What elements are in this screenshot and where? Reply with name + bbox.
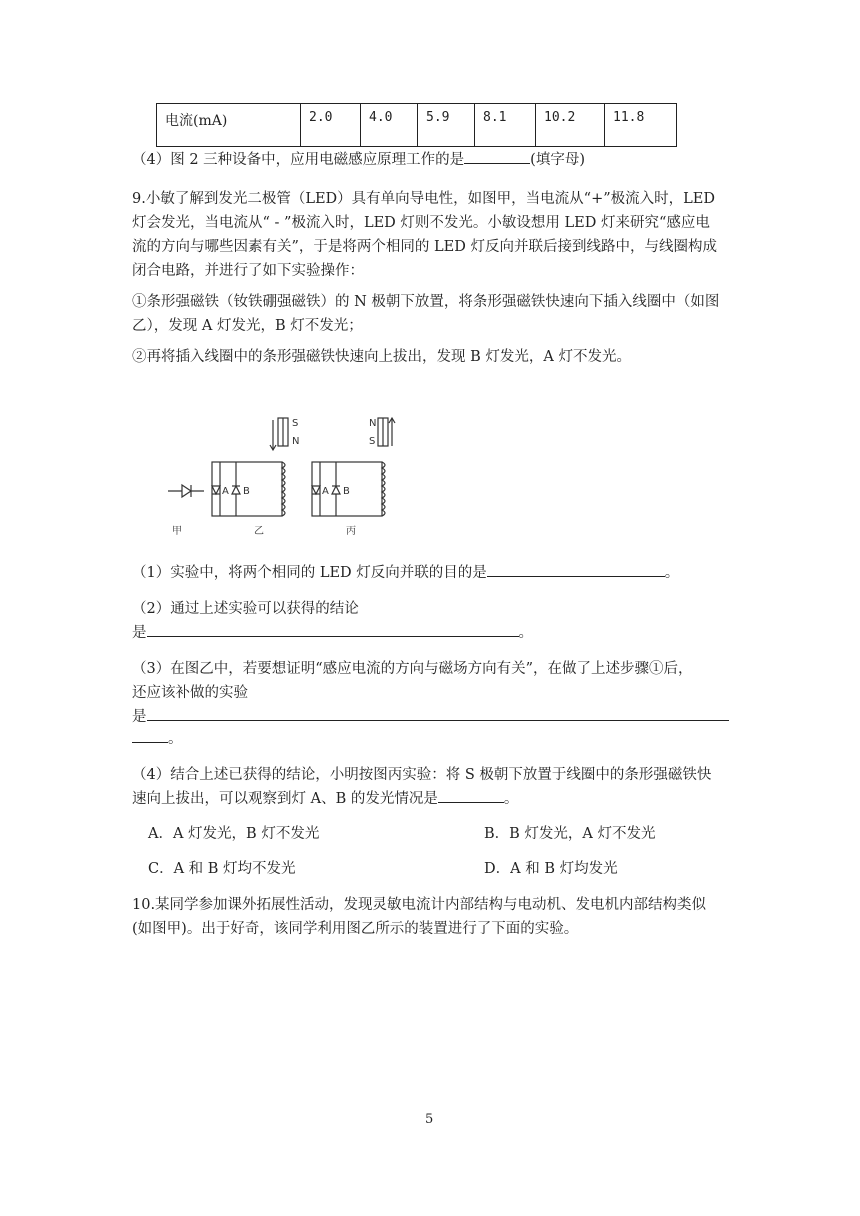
option-a[interactable]: A．A 灯发光，B 灯不发光 — [148, 826, 320, 842]
table-cell: 5.9 — [418, 104, 475, 147]
q9-intro-line: 9.小敏了解到发光二极管（LED）具有单向导电性，如图甲，当电流从“+”极流入时，LED — [132, 191, 715, 207]
answer-blank[interactable] — [147, 706, 729, 721]
q9-sub2-line2 — [132, 621, 533, 642]
q8-sub4-text: （4）图 2 三种设备中，应用电磁感应原理工作的是 — [132, 152, 465, 168]
table-header-cell: 电流(mA) — [157, 104, 301, 147]
answer-blank[interactable] — [464, 149, 530, 164]
answer-blank[interactable] — [147, 622, 519, 637]
q9-sub4-line1: （4）结合上述已获得的结论，小明按图丙实验：将 S 极朝下放置于线圈中的条形强磁铁快 — [132, 767, 712, 783]
punctuation: 。 — [518, 625, 533, 641]
current-table — [156, 103, 677, 147]
q9-sub3-line2: 还应该补做的实验 — [132, 685, 248, 701]
option-d[interactable]: D．A 和 B 灯均发光 — [484, 861, 618, 877]
q9-sub3-line3 — [132, 705, 729, 726]
answer-blank[interactable] — [438, 788, 504, 803]
answer-blank[interactable] — [487, 562, 665, 577]
q9-sub4-text: 速向上拔出，可以观察到灯 A、B 的发光情况是 — [132, 791, 438, 807]
punctuation: 。 — [503, 791, 519, 807]
q9-sub1-text: （1）实验中，将两个相同的 LED 灯反向并联的目的是 — [132, 565, 487, 581]
table-cell: 10.2 — [536, 104, 605, 147]
table-row — [157, 104, 677, 147]
pole-label: S — [369, 436, 376, 447]
q9-sub2-line1: （2）通过上述实验可以获得的结论 — [132, 601, 359, 617]
q10-line: 10.某同学参加课外拓展性活动，发现灵敏电流计内部结构与电动机、发电机内部结构类似 — [132, 897, 707, 913]
figure-label-jia: 甲 — [172, 526, 182, 537]
figure-label-yi: 乙 — [254, 526, 264, 537]
lamp-b-label: B — [343, 486, 350, 497]
q9-sub3-line1: （3）在图乙中，若要想证明“感应电流的方向与磁场方向有关”，在做了上述步骤①后， — [132, 661, 693, 677]
q9-intro-line: 流的方向与哪些因素有关”，于是将两个相同的 LED 灯反向并联后接到线路中，与线圈构成 — [132, 239, 717, 255]
q9-step2: ②再将插入线圈中的条形强磁铁快速向上拔出，发现 B 灯发光，A 灯不发光。 — [132, 349, 631, 365]
pole-label: N — [369, 418, 377, 429]
q9-sub3-prefix: 是 — [132, 709, 147, 725]
table-cell: 11.8 — [605, 104, 677, 147]
lamp-a-label: A — [222, 486, 229, 497]
answer-blank[interactable] — [132, 728, 168, 743]
pole-label: S — [292, 418, 299, 429]
q9-intro-line: 闭合电路，并进行了如下实验操作： — [132, 263, 364, 279]
q8-sub4 — [132, 148, 585, 169]
circuit-figure — [160, 412, 420, 544]
q8-sub4-suffix: (填字母) — [530, 152, 585, 168]
lamp-b-label: B — [243, 486, 250, 497]
q9-sub2-prefix: 是 — [132, 625, 147, 641]
q9-sub1 — [132, 561, 679, 582]
option-b[interactable]: B．B 灯发光，A 灯不发光 — [484, 826, 656, 842]
table-cell: 2.0 — [301, 104, 361, 147]
q9-step1-line: ①条形强磁铁（钕铁硼强磁铁）的 N 极朝下放置，将条形强磁铁快速向下插入线圈中（如图 — [132, 294, 720, 310]
lamp-a-label: A — [322, 486, 329, 497]
page-number: 5 — [425, 1112, 434, 1127]
punctuation: 。 — [664, 565, 680, 581]
option-c[interactable]: C．A 和 B 灯均不发光 — [148, 861, 296, 877]
pole-label: N — [292, 436, 300, 447]
table-cell: 4.0 — [361, 104, 418, 147]
q9-sub3-line4 — [132, 727, 183, 748]
table-cell: 8.1 — [475, 104, 536, 147]
q9-intro-line: 灯会发光，当电流从“ - ”极流入时，LED 灯则不发光。小敏设想用 LED 灯来研究“感应电 — [132, 215, 710, 231]
q9-step1-line: 乙），发现 A 灯发光，B 灯不发光； — [132, 318, 363, 334]
q9-sub4-line2 — [132, 787, 518, 808]
punctuation: 。 — [168, 731, 183, 747]
q10-line: (如图甲)。出于好奇，该同学利用图乙所示的装置进行了下面的实验。 — [132, 921, 579, 937]
figure-label-bing: 丙 — [346, 526, 356, 537]
